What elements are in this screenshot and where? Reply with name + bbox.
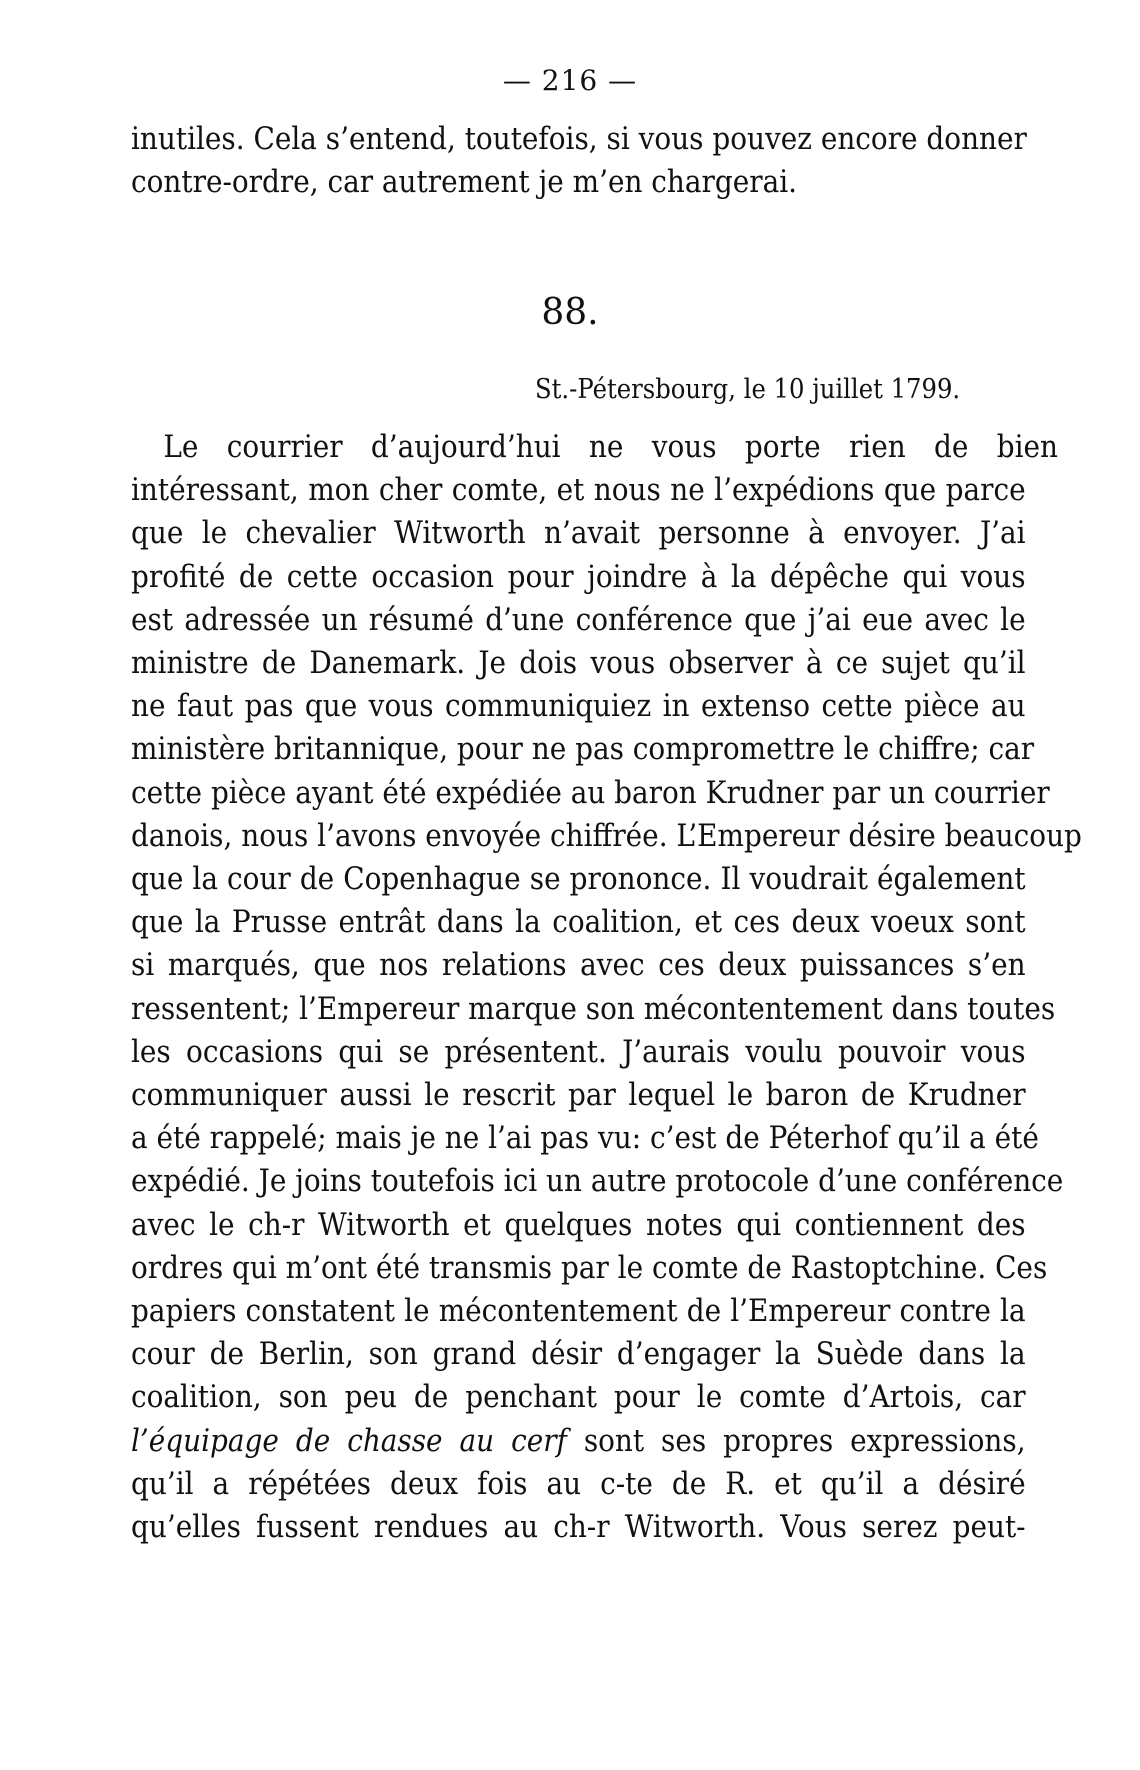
text-line: ne faut pas que vous communiquiez in extenso cette pièce au — [131, 688, 1026, 725]
text-line: ordres qui m’ont été transmis par le comte de Rastoptchine. Ces — [131, 1249, 1048, 1286]
text-line: ministère britannique, pour ne pas compromettre le chiffre; car — [131, 731, 1035, 768]
text-line: cour de Berlin, son grand désir d’engager la Suède dans la — [131, 1336, 1026, 1373]
italic-quote: l’équipage de chasse au cerf — [131, 1422, 567, 1459]
text-line: avec le ch-r Witworth et quelques notes qui contiennent des — [131, 1206, 1026, 1243]
text-line: si marqués, que nos relations avec ces deux puissances s’en — [131, 947, 1026, 984]
text-line: qu’elles fussent rendues au ch-r Witworth. Vous serez peut- — [131, 1509, 1026, 1546]
page-number: — 216 — — [502, 64, 638, 97]
text-line: intéressant, mon cher comte, et nous ne l’expédions que parce — [131, 472, 1026, 509]
text-line-rest: sont ses propres expressions, — [566, 1422, 1026, 1459]
text-line: expédié. Je joins toutefois ici un autre protocole d’une conférence — [131, 1163, 1064, 1200]
text-line: que la cour de Copenhague se prononce. Il voudrait également — [131, 861, 1026, 898]
text-line-with-quote — [131, 1420, 1026, 1463]
text-line: les occasions qui se présentent. J’aurais voulu pouvoir vous — [131, 1033, 1026, 1070]
text-line: cette pièce ayant été expédiée au baron Krudner par un courrier — [131, 774, 1050, 811]
text-line: coalition, son peu de penchant pour le comte d’Artois, car — [131, 1379, 1026, 1416]
letter-body — [131, 426, 1082, 1549]
letter-number: 88. — [541, 292, 599, 333]
text-line: communiquer aussi le rescrit par lequel le baron de Krudner — [131, 1077, 1026, 1114]
letter-dateline: St.-Pétersbourg, le 10 juillet 1799. — [535, 374, 961, 405]
text-line: danois, nous l’avons envoyée chiffrée. L’Empereur désire beaucoup — [131, 817, 1082, 854]
text-line: que le chevalier Witworth n’avait personne à envoyer. J’ai — [131, 515, 1026, 552]
text-line: a été rappelé; mais je ne l’ai pas vu: c’est de Péterhof qu’il a été — [131, 1120, 1039, 1157]
text-line: est adressée un résumé d’une conférence que j’ai eue avec le — [131, 601, 1026, 638]
text-line: papiers constatent le mécontentement de l’Empereur contre la — [131, 1293, 1026, 1330]
text-line: qu’il a répétées deux fois au c-te de R. et qu’il a désiré — [131, 1465, 1026, 1502]
text-line: ressentent; l’Empereur marque son mécontentement dans toutes — [131, 990, 1056, 1027]
text-line: contre-ordre, car autrement je m’en chargerai. — [131, 164, 798, 201]
text-line: Le courrier d’aujourd’hui ne vous porte rien de bien — [163, 429, 1058, 465]
text-line: inutiles. Cela s’entend, toutefois, si vous pouvez encore donner — [131, 121, 1027, 157]
continuation-paragraph — [131, 118, 1027, 204]
text-line: ministre de Danemark. Je dois vous observer à ce sujet qu’il — [131, 645, 1026, 682]
text-line: profité de cette occasion pour joindre à la dépêche qui vous — [131, 558, 1026, 595]
text-line: que la Prusse entrât dans la coalition, et ces deux voeux sont — [131, 904, 1026, 941]
